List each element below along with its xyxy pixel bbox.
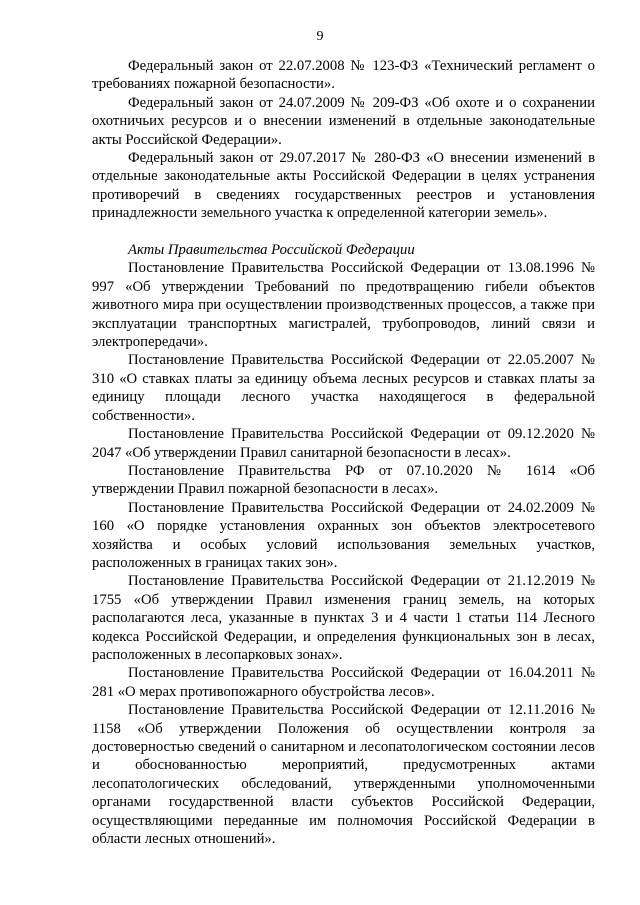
document-body (92, 57, 595, 848)
federal-law-paragraph: Федеральный закон от 22.07.2008 № 123-ФЗ «Технический регламент о требованиях пожарной безопасности». (92, 58, 595, 93)
government-act-paragraph: Постановление Правительства Российской Федерации от 13.08.1996 № 997 «Об утверждении Требований по предотвращению гибели объектов животного мира при осуществлении производственных процессов, а также при эксплуатации транспортных магистралей, трубопроводов, линий связи и электропередачи». (92, 260, 595, 351)
federal-law-paragraph: Федеральный закон от 24.07.2009 № 209-ФЗ «Об охоте и о сохранении охотничьих ресурсов и о внесении изменений в отдельные законодательные акты Российской Федерации». (92, 94, 595, 148)
government-act-paragraph: Постановление Правительства РФ от 07.10.2020 № 1614 «Об утверждении Правил пожарной безопасности в лесах». (92, 462, 595, 498)
government-act-paragraph: Постановление Правительства Российской Федерации от 12.11.2016 № 1158 «Об утверждении Положения об осуществлении контроля за достоверностью сведений о санитарном и лесопатологическом состоянии лесов и обоснованностью мероприятий, предусмотренных актами лесопатологических обследований, утвержденными уполномоченными органами государственной власти субъектов Российской Федерации, осуществляющими переданные им полномочия Российской Федерации в области лесных отношений». (92, 702, 595, 848)
government-act-paragraph: Постановление Правительства Российской Федерации от 24.02.2009 № 160 «О порядке установления охранных зон объектов электросетевого хозяйства и особых условий использования земельных участков, расположенных в границах таких зон». (92, 499, 595, 571)
government-act-paragraph: Постановление Правительства Российской Федерации от 09.12.2020 № 2047 «Об утверждении Правил санитарной безопасности в лесах». (92, 426, 595, 461)
page-number: 9 (316, 29, 324, 44)
government-act-paragraph: Постановление Правительства Российской Федерации от 22.05.2007 № 310 «О ставках платы за единицу объема лесных ресурсов и ставках платы за единицу площади лесного участка находящегося в федеральной собственности». (92, 352, 595, 424)
government-act-paragraph: Постановление Правительства Российской Федерации от 21.12.2019 № 1755 «Об утверждении Правил изменения границ земель, на которых располагаются леса, указанные в пунктах 3 и 4 части 1 статьи 114 Лесного кодекса Российской Федерации, и определения функциональных зон в лесах, расположенных в лесопарковых зонах». (92, 573, 595, 663)
section-heading: Акты Правительства Российской Федерации (128, 242, 415, 259)
federal-law-paragraph: Федеральный закон от 29.07.2017 № 280-ФЗ «О внесении изменений в отдельные законодательные акты Российской Федерации в целях устранения противоречий в сведениях государственных реестров и установления принадлежности земельного участка к определенной категории земель». (92, 150, 595, 222)
government-act-paragraph: Постановление Правительства Российской Федерации от 16.04.2011 № 281 «О мерах противопожарного обустройства лесов». (92, 665, 595, 700)
